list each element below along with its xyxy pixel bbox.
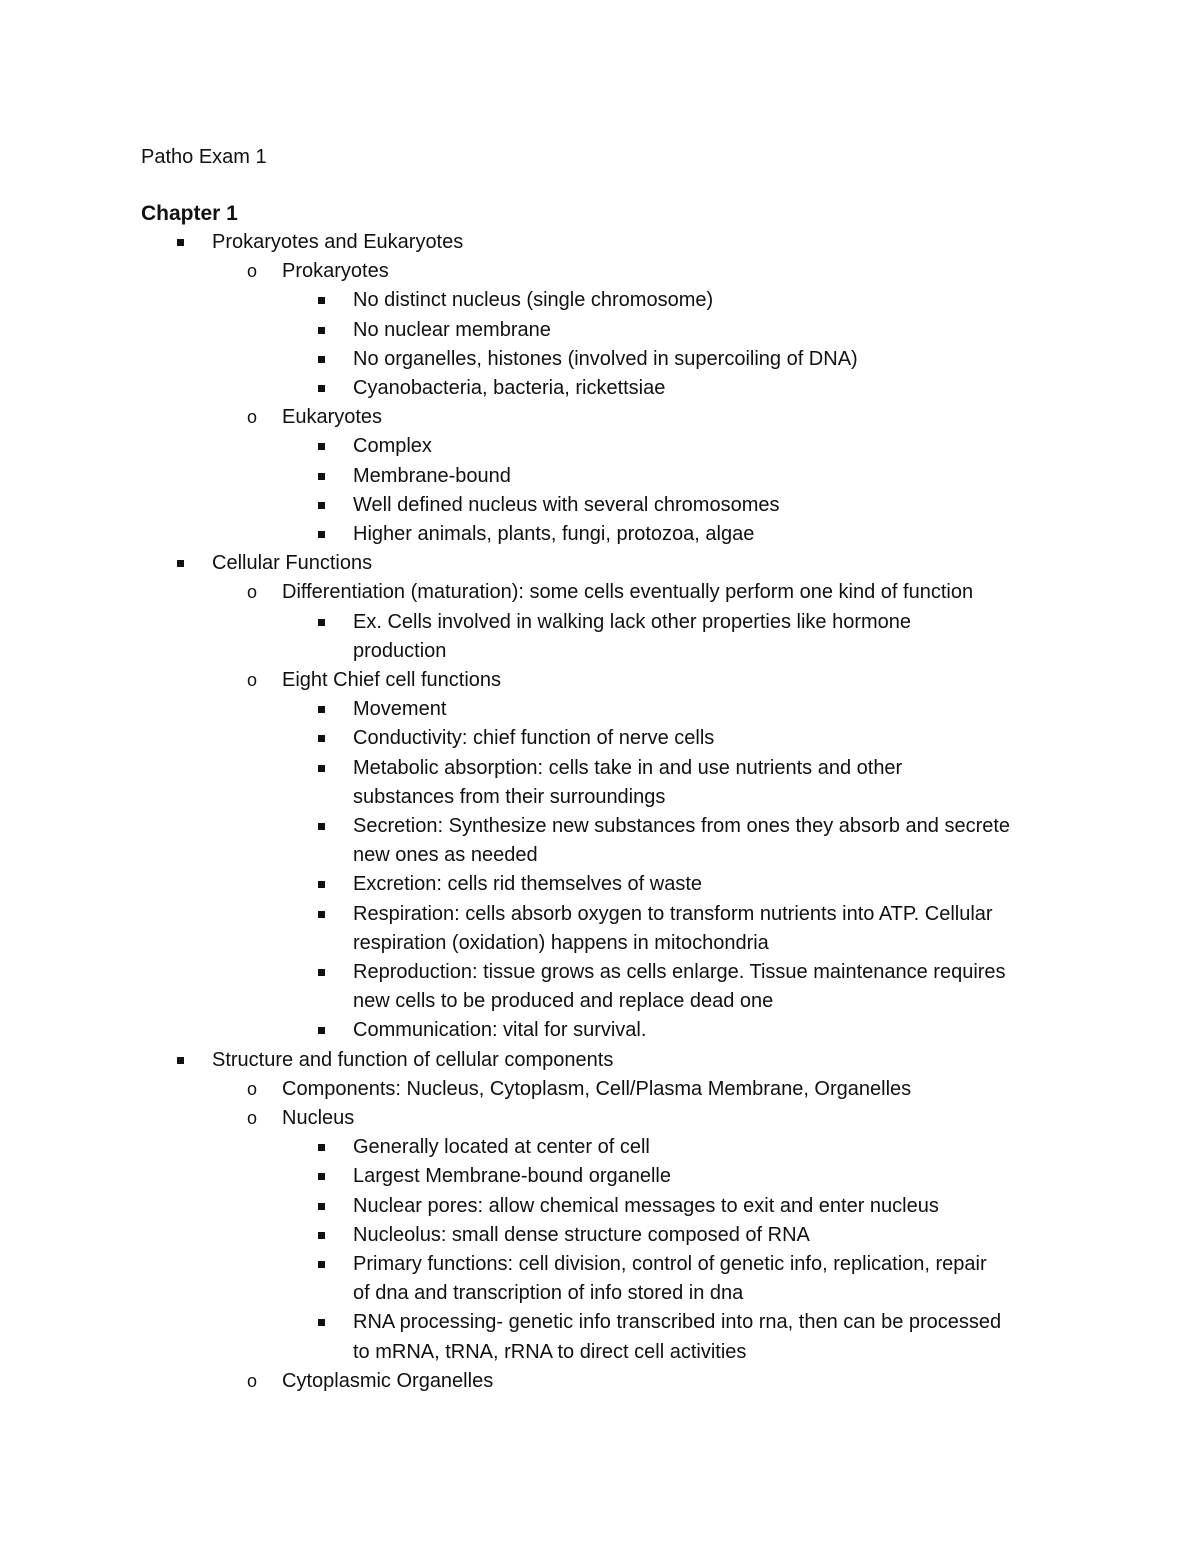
list-item-level-2: Cytoplasmic Organelles (282, 1369, 494, 1392)
list-item-level-2: Eukaryotes (282, 406, 383, 429)
bullet-square-icon (318, 502, 325, 509)
bullet-square-icon (318, 1261, 325, 1268)
list-item-level-3: Secretion: Synthesize new substances from ones they absorb and secrete (353, 815, 1011, 837)
bullet-square-icon (318, 385, 325, 392)
list-item-level-3: Reproduction: tissue grows as cells enlarge. Tissue maintenance requires (353, 961, 1006, 983)
list-item-continuation: new ones as needed (353, 844, 538, 867)
list-item-level-1: Prokaryotes and Eukaryotes (212, 231, 464, 253)
list-item-level-3: Ex. Cells involved in walking lack other properties like hormone (353, 610, 912, 633)
list-item-continuation: production (353, 639, 447, 662)
bullet-square-icon (318, 735, 325, 742)
list-item-continuation: of dna and transcription of info stored in dna (353, 1282, 744, 1305)
bullet-square-icon (318, 881, 325, 888)
bullet-square-icon (318, 531, 325, 538)
bullet-square-icon (318, 911, 325, 918)
bullet-square-icon (177, 560, 184, 567)
bullet-square-icon (177, 239, 184, 246)
bullet-square-icon (318, 823, 325, 830)
bullet-square-icon (318, 297, 325, 304)
bullet-square-icon (318, 969, 325, 976)
document-title: Patho Exam 1 (141, 146, 267, 168)
list-item-level-3: Nucleolus: small dense structure composed of RNA (353, 1223, 810, 1246)
bullet-circle-icon: o (247, 582, 258, 603)
bullet-circle-icon: o (247, 261, 258, 282)
bullet-square-icon (318, 1173, 325, 1180)
list-item-level-3: RNA processing- genetic info transcribed into rna, then can be processed (353, 1311, 1002, 1334)
bullet-circle-icon: o (247, 407, 258, 428)
list-item-level-3: Conductivity: chief function of nerve cells (353, 727, 715, 750)
bullet-circle-icon: o (247, 1370, 258, 1391)
bullet-square-icon (318, 1203, 325, 1210)
bullet-square-icon (318, 473, 325, 480)
list-item-level-3: Generally located at center of cell (353, 1136, 650, 1159)
list-item-level-3: Cyanobacteria, bacteria, rickettsiae (353, 377, 666, 399)
list-item-level-3: Excretion: cells rid themselves of waste (353, 873, 703, 896)
list-item-level-3: Primary functions: cell division, control of genetic info, replication, repair (353, 1253, 987, 1275)
bullet-square-icon (318, 706, 325, 713)
list-item-level-3: No organelles, histones (involved in supercoiling of DNA) (353, 347, 858, 370)
bullet-circle-icon: o (247, 1078, 258, 1099)
bullet-square-icon (318, 1144, 325, 1151)
list-item-level-2: Prokaryotes (282, 260, 389, 283)
list-item-continuation: new cells to be produced and replace dead one (353, 990, 774, 1013)
bullet-circle-icon: o (247, 670, 258, 690)
list-item-level-1: Cellular Functions (212, 552, 373, 575)
bullet-square-icon (318, 1027, 325, 1034)
list-item-level-3: Movement (353, 698, 447, 721)
list-item-level-3: Well defined nucleus with several chromosomes (353, 493, 780, 516)
list-item-continuation: to mRNA, tRNA, rRNA to direct cell activities (353, 1340, 747, 1363)
chapter-heading: Chapter 1 (141, 202, 238, 225)
list-item-continuation: substances from their surroundings (353, 785, 666, 808)
bullet-square-icon (318, 1232, 325, 1239)
list-item-level-3: Membrane-bound (353, 464, 511, 487)
bullet-circle-icon: o (247, 1108, 258, 1128)
bullet-square-icon (318, 327, 325, 334)
list-item-level-3: Communication: vital for survival. (353, 1019, 647, 1042)
list-item-level-2: Components: Nucleus, Cytoplasm, Cell/Plasma Membrane, Organelles (282, 1077, 912, 1100)
list-item-level-3: Respiration: cells absorb oxygen to transform nutrients into ATP. Cellular (353, 902, 993, 925)
list-item-level-3: Nuclear pores: allow chemical messages to exit and enter nucleus (353, 1194, 939, 1217)
bullet-square-icon (318, 619, 325, 626)
list-item-level-3: No nuclear membrane (353, 318, 551, 341)
list-item-level-2: Differentiation (maturation): some cells eventually perform one kind of function (282, 581, 974, 604)
list-item-level-1: Structure and function of cellular components (212, 1048, 614, 1071)
list-item-level-3: Complex (353, 435, 432, 458)
bullet-square-icon (318, 443, 325, 450)
bullet-square-icon (318, 356, 325, 363)
list-item-level-3: Higher animals, plants, fungi, protozoa, algae (353, 523, 755, 545)
list-item-level-3: Largest Membrane-bound organelle (353, 1165, 671, 1188)
list-item-continuation: respiration (oxidation) happens in mitochondria (353, 931, 769, 954)
bullet-square-icon (318, 1319, 325, 1326)
list-item-level-3: No distinct nucleus (single chromosome) (353, 289, 714, 312)
bullet-square-icon (318, 765, 325, 772)
list-item-level-3: Metabolic absorption: cells take in and use nutrients and other (353, 756, 903, 779)
list-item-level-2: Eight Chief cell functions (282, 669, 502, 691)
list-item-level-2: Nucleus (282, 1107, 355, 1129)
bullet-square-icon (177, 1057, 184, 1064)
